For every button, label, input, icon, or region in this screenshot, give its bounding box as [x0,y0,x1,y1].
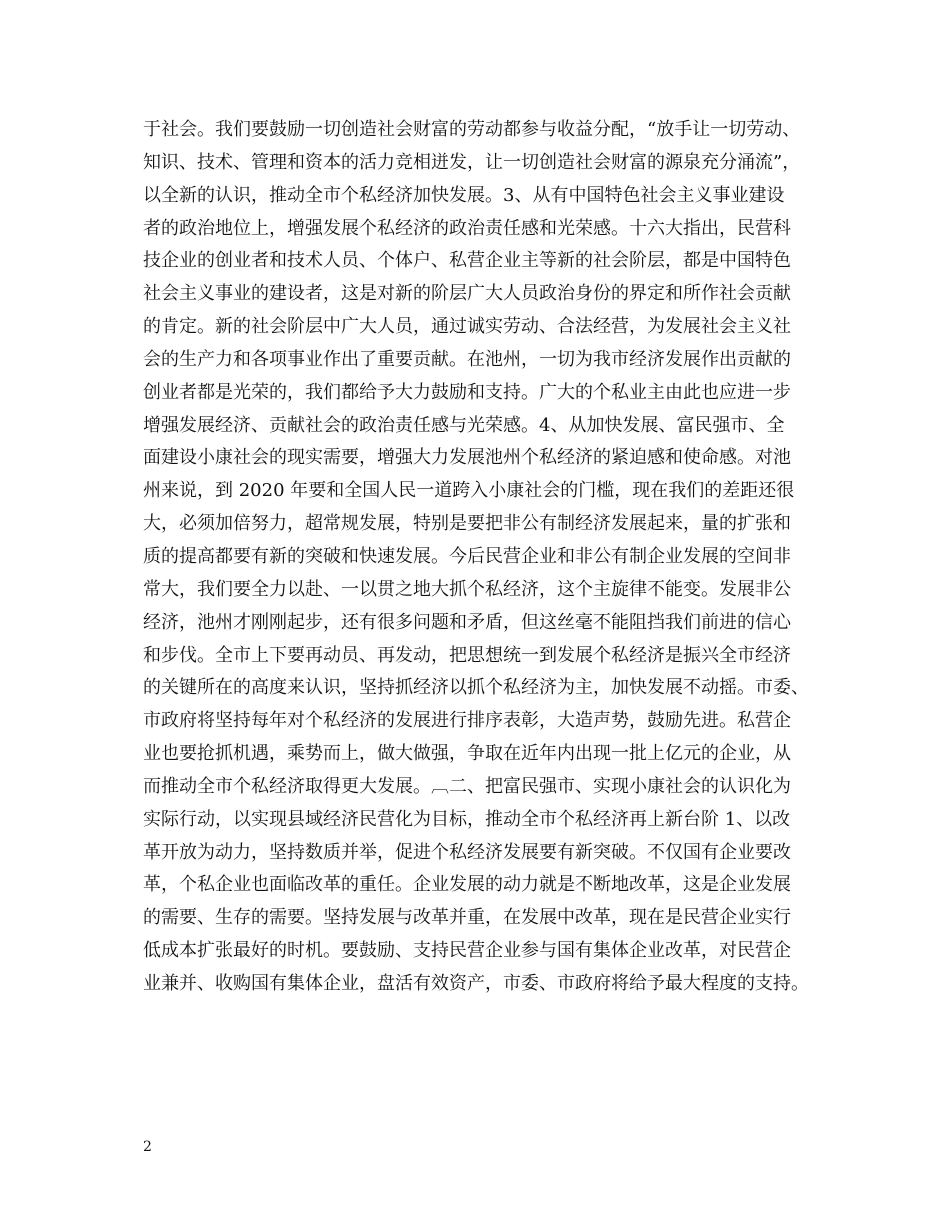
text-line: 州来说，到 2020 年要和全国人民一道跨入小康社会的门槛，现在我们的差距还很 [143,480,795,502]
text-line: 增强发展经济、贡献社会的政治责任感与光荣感。4、从加快发展、富民强市、全 [143,414,785,436]
text-line: 低成本扩张最好的时机。要鼓励、支持民营企业参与国有集体企业改革，对民营企 [143,940,791,962]
text-line: 会的生产力和各项事业作出了重要贡献。在池州，一切为我市经济发展作出贡献的 [143,348,791,370]
text-line: 市政府将坚持每年对个私经济的发展进行排序表彰，大造声势，鼓励先进。私营企 [143,710,791,732]
text-line: 业兼并、收购国有集体企业，盘活有效资产，市委、市政府将给予最大程度的支持。 [143,972,809,994]
text-line: 社会主义事业的建设者，这是对新的阶层广大人员政治身份的界定和所作社会贡献 [143,283,791,305]
text-line: 的肯定。新的社会阶层中广大人员，通过诚实劳动、合法经营，为发展社会主义社 [143,316,791,338]
text-line: 以全新的认识，推动全市个私经济加快发展。3、从有中国特色社会主义事业建设 [143,184,785,206]
text-line: 和步伐。全市上下要再动员、再发动，把思想统一到发展个私经济是振兴全市经济 [143,644,791,666]
text-line: 的关键所在的高度来认识，坚持抓经济以抓个私经济为主，加快发展不动摇。市委、 [143,677,809,699]
text-line: 创业者都是光荣的，我们都给予大力鼓励和支持。广大的个私业主由此也应进一步 [143,381,791,403]
text-line: 面建设小康社会的现实需要，增强大力发展池州个私经济的紧迫感和使命感。对池 [143,447,791,469]
text-line: 于社会。我们要鼓励一切创造社会财富的劳动都参与收益分配，“放手让一切劳动、 [143,119,801,140]
text-line: 技企业的创业者和技术人员、个体户、私营企业主等新的社会阶层，都是中国特色 [143,250,791,272]
text-line: 经济，池州才刚刚起步，还有很多问题和矛盾，但这丝毫不能阻挡我们前进的信心 [143,611,791,633]
text-line: 质的提高都要有新的突破和快速发展。今后民营企业和非公有制企业发展的空间非 [143,545,791,567]
text-line: 的需要、生存的需要。坚持发展与改革并重，在发展中改革，现在是民营企业实行 [143,907,791,929]
text-line: 业也要抢抓机遇，乘势而上，做大做强，争取在近年内出现一批上亿元的企业，从 [143,743,791,765]
text-line: 而推动全市个私经济取得更大发展。︹二、把富民强市、实现小康社会的认识化为 [143,775,791,797]
text-line: 常大，我们要全力以赴、一以贯之地大抓个私经济，这个主旋律不能变。发展非公 [143,578,791,600]
body-text [143,114,813,1001]
text-line: 革开放为动力，坚持数质并举，促进个私经济发展要有新突破。不仅国有企业要改 [143,841,791,863]
text-line: 大，必须加倍努力，超常规发展，特别是要把非公有制经济发展起来，量的扩张和 [143,513,791,535]
text-line: 革，个私企业也面临改革的重任。企业发展的动力就是不断地改革，这是企业发展 [143,874,791,896]
text-line: 者的政治地位上，增强发展个私经济的政治责任感和光荣感。十六大指出，民营科 [143,217,791,239]
text-line: 知识、技术、管理和资本的活力竞相迸发，让一切创造社会财富的源泉充分涌流”， [143,151,801,173]
text-line: 实际行动，以实现县域经济民营化为目标，推动全市个私经济再上新台阶 1、以改 [143,808,791,830]
page-number: 2 [143,1139,152,1155]
